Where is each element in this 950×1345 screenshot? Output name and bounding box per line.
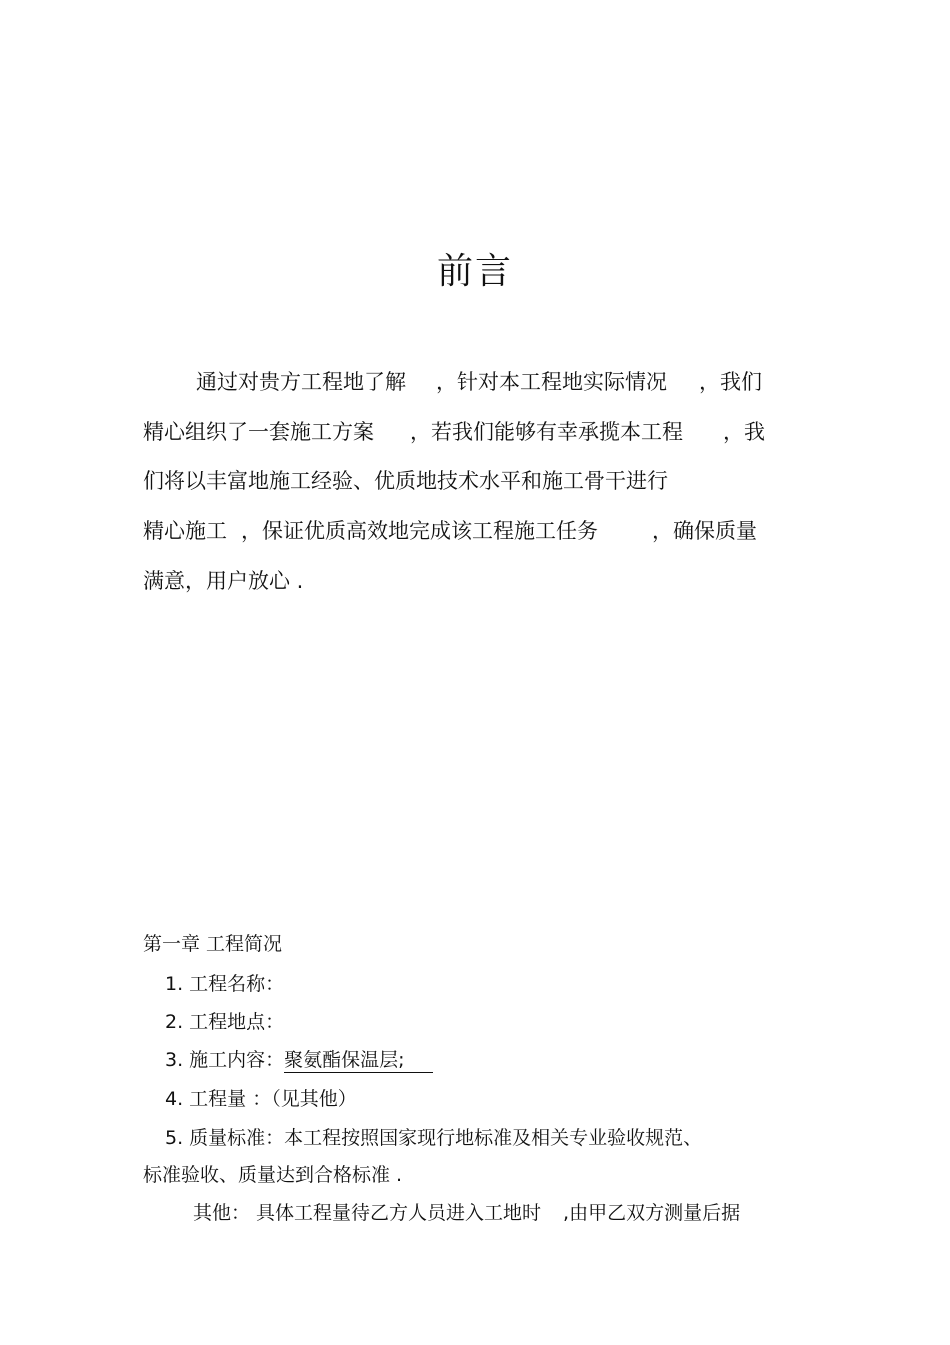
preface-text: 精心施工 (143, 519, 227, 543)
chapter-other (193, 1199, 740, 1227)
item-value (284, 1049, 432, 1073)
other-text: ,由甲乙双方测量后据 (563, 1202, 741, 1224)
preface-line-4 (143, 516, 757, 546)
chapter-item-quality-standard-cont: 标准验收、质量达到合格标准 . (143, 1164, 403, 1186)
preface-text: ，若我们能够有幸承揽本工程 (410, 420, 683, 444)
preface-line-1 (196, 367, 762, 397)
preface-text: ，我们 (699, 370, 762, 394)
preface-text: ，我 (723, 420, 765, 444)
preface-text: ，针对本工程地实际情况 (436, 370, 667, 394)
preface-line-2 (143, 417, 765, 447)
preface-line-5 (143, 566, 303, 596)
preface-text: 通过对贵方工程地了解 (196, 370, 406, 394)
preface-text: 满意，用户放心 . (143, 569, 304, 593)
item-value-text: 聚氨酯保温层; (284, 1049, 405, 1071)
preface-text: 精心组织了一套施工方案 (143, 420, 374, 444)
preface-text: ，确保质量 (652, 519, 757, 543)
other-text: 其他： 具体工程量待乙方人员进入工地时 (193, 1202, 542, 1224)
item-label: 3. 施工内容： (165, 1049, 285, 1071)
preface-line-3 (143, 466, 668, 496)
page-title: 前言 (436, 251, 513, 292)
chapter-item-quality-standard: 5. 质量标准：本工程按照国家现行地标准及相关专业验收规范、 (165, 1127, 703, 1149)
preface-text: 们将以丰富地施工经验、优质地技术水平和施工骨干进行 (143, 469, 668, 493)
chapter-item-quantity: 4. 工程量 ：（见其他） (165, 1088, 357, 1110)
chapter-item-project-name: 1. 工程名称： (165, 973, 285, 995)
chapter-heading: 第一章 工程简况 (143, 933, 283, 955)
chapter-item-construction-content (165, 1046, 433, 1074)
preface-text: ，保证优质高效地完成该工程施工任务 (241, 519, 598, 543)
chapter-item-project-location: 2. 工程地点： (165, 1011, 285, 1033)
